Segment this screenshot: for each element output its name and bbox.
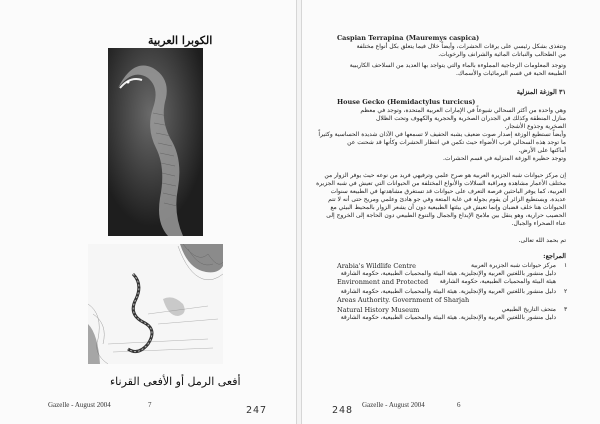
reference-english: Environment and Protected	[337, 278, 429, 286]
left-page-number: 7	[148, 401, 152, 409]
right-page	[301, 0, 600, 424]
reference-title: مركز حيوانات شبه الجزيرة العربية	[470, 262, 556, 269]
left-footer: Gazelle - August 2004	[48, 401, 111, 409]
left-page	[0, 0, 297, 424]
reference-detail: دليل منشور باللغتين العربية والإنجليزية. هيئة البيئة والمحميات الطبيعية، حكومة الشارقة	[340, 270, 556, 277]
text-line: الصخرية وجذوع الأشجار.	[504, 123, 566, 130]
reference-english: Areas Authority. Government of Sharjah	[337, 296, 470, 304]
text-line: أماكنها على الأرض.	[518, 147, 566, 154]
right-page-number: 6	[457, 401, 461, 409]
text-line: الحصيب حرارية، وهو ينقل بين ملامح الإبداع والجمال والتنوع الطبيعي دون الحاجة إلى الخروج إلى	[326, 212, 566, 219]
reference-number: ١	[564, 262, 568, 269]
right-footer: Gazelle - August 2004	[362, 401, 425, 409]
reference-english: Natural History Museum	[337, 306, 420, 314]
sand-viper-caption: أفعى الرمل أو الأفعى القرناء	[110, 375, 241, 388]
cobra-caption: الكوبرا العربية	[148, 34, 213, 47]
sand-viper-sketch	[88, 244, 223, 364]
text-line: عديدة. ويستطيع الزائر أن يقوم بجولة في غاية المتعة وفي جو هادئ وعلمي ومريح حتى أنه لا تتم	[328, 196, 566, 203]
reference-detail: دليل منشور باللغتين العربية والإنجليزية. هيئة البيئة والمحميات الطبيعية، حكومة الشارقة	[340, 314, 556, 321]
text-line: وتوجد المعلومات الزجاجية المملوءة بالماء والتي يتواجد بها العديد من السلاحف الكاريبية	[349, 62, 566, 69]
references-title: المراجع:	[543, 252, 566, 260]
text-line: الحيوانات هنا خلف قضبان وإنما تعيش في بيئتها الطبيعية دون أن يشعر الزوار بالمحيط البيئي مع	[330, 204, 566, 211]
cobra-photo	[108, 48, 203, 236]
text-line: منازل المنطقة وكذلك في الجدران الصخرية والحجرية والكهوف وتحت الظلال	[376, 115, 566, 122]
text-line: وهي واحدة من أكثر السحالي شيوعاً في الإمارات العربية المتحدة، وتوجد في معظم	[360, 107, 566, 114]
section-heading: House Gecko (Hemidactylus turcicus)	[337, 98, 476, 106]
text-line: وأيضاً تستطيع الوزغة إصدار صوت ضعيف يشبه الحفيف لا تسمعها في الآذان شديدة الحساسية وكثيراً	[318, 131, 566, 138]
reference-number: ٣	[564, 306, 568, 313]
text-line: عناء الصحراء والجبال.	[511, 220, 566, 227]
text-line: وتتغذى بشكل رئيسي على يرقات الحشرات، وأيضاً خلال فيما يتعلق بكل أنواع مختلفة	[356, 43, 566, 50]
text-line: وتوجد حظيرة الوزغة المنزلية في قسم الحشرات.	[443, 155, 566, 162]
reference-title: متحف التاريخ الطبيعي	[501, 306, 556, 313]
reference-detail: هيئة البيئة والمحميات الطبيعية، حكومة الشارقة	[439, 278, 556, 285]
section-heading: ٣١ الوزغة المنزلية	[516, 88, 566, 96]
left-stamp-number: 247	[246, 405, 268, 416]
text-line: من الطحالب والنباتات المائية والشرانف والرخويات.	[438, 51, 566, 58]
reference-number: ٢	[564, 288, 568, 295]
text-line: ما توجد هذه السحالي قرب الأضواء حيث تكمن في انتظار الحشرات وكأنها قد شحنت عن	[347, 139, 566, 146]
section-heading: Caspian Terrapina (Mauremys caspica)	[337, 34, 480, 42]
reference-english: Arabia's Wildlife Centre	[337, 262, 416, 270]
text-line: إن مركز حيوانات شبه الجزيرة العربية هو صرح علمي وترفيهي فريد من نوعه حيث يوفر الزوار من	[324, 172, 566, 179]
right-stamp-number: 248	[332, 405, 354, 416]
text-line: العربية، كما يوفر الباحثين فرصة التعرف على حيوانات قد تستغرق مشاهدتها في الطبيعة سنوات	[330, 188, 566, 195]
text-line: مختلف الأعمار مشاهدة ومراقبة السلالات والأنواع المختلفة من الحيوانات التي تعيش في شبه الجزيرة	[316, 180, 566, 187]
text-line: الطبيعة الحية في قسم البرمائيات والأسماك.	[456, 70, 566, 77]
reference-title: دليل منشور باللغتين العربية والإنجليزية. هيئة البيئة والمحميات الطبيعية، حكومة الشارقة	[340, 288, 556, 295]
closing-line: تم بحمد الله تعالى.	[518, 237, 566, 244]
